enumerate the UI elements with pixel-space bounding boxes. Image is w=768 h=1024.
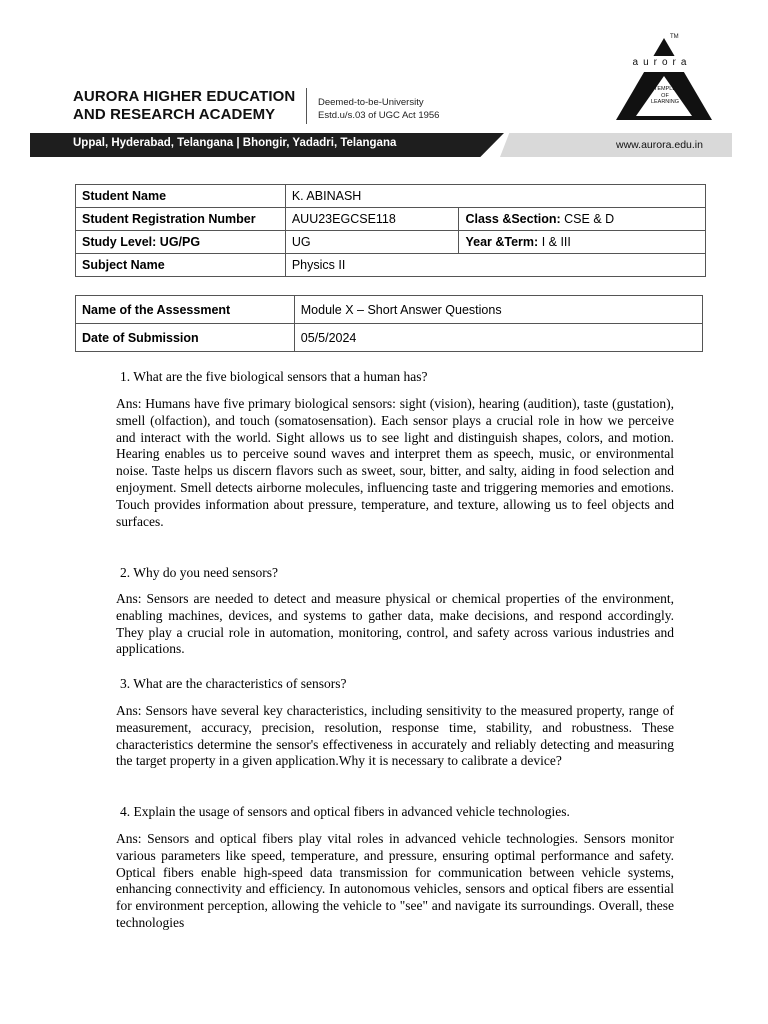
registration-number-value: AUU23EGCSE118 (285, 208, 459, 231)
answer-2: Ans: Sensors are needed to detect and measure physical or chemical properties of the environment, enabling machines, devices, and systems to gather data, make decisions, and respond accordingly. They play a crucial role in automation, monitoring, control, and safety across various industries and applications. (116, 591, 674, 657)
question-2: 2. Why do you need sensors? (120, 565, 278, 580)
logo-trademark: TM (670, 34, 679, 40)
logo-wordmark: aurora (632, 57, 692, 68)
website-link[interactable]: www.aurora.edu.in (616, 139, 703, 151)
assessment-info-table (75, 295, 703, 352)
student-name-value: K. ABINASH (285, 185, 705, 208)
answer-4: Ans: Sensors and optical fibers play vital roles in advanced vehicle technologies. Sensors monitor various parameters like speed, temperature, and pressure, ensuring optimal performance and safety. Optical fibers enable high-speed data transmission for communication between vehicle systems, enhancing connectivity and efficiency. In autonomous vehicles, sensors and optical fibers are essential for environment perception, allowing the vehicle to "see" and navigate its surroundings. Overall, these technologies (116, 831, 674, 930)
class-section-label: Class &Section: (465, 212, 561, 226)
logo-tagline (645, 86, 685, 106)
institution-status-line2: Estd.u/s.03 of UGC Act 1956 (318, 110, 440, 121)
table-row (76, 185, 706, 208)
subject-name-value: Physics II (285, 254, 705, 277)
assessment-name-label: Name of the Assessment (76, 296, 295, 324)
logo-tagline-line2: OF (661, 92, 669, 99)
question-3: 3. What are the characteristics of sensors? (120, 676, 347, 691)
assessment-name-value: Module X – Short Answer Questions (294, 296, 702, 324)
table-row (76, 324, 703, 352)
answer-3: Ans: Sensors have several key characteristics, including sensitivity to the measured property, range of measurement, accuracy, precision, resolution, response time, stability, and robustness. These characteristics determine the sensor's effectiveness in accurately and reliably detecting and measuring the target property in a given application.Why it is necessary to calibrate a device? (116, 703, 674, 769)
class-section-cell (459, 208, 706, 231)
study-level-label: Study Level: UG/PG (76, 231, 286, 254)
question-4: 4. Explain the usage of sensors and optical fibers in advanced vehicle technologies. (120, 804, 570, 819)
institution-status-line1: Deemed-to-be-University (318, 97, 424, 108)
year-term-value: I & III (541, 235, 571, 249)
logo-tagline-line1: TEMPLE (653, 86, 676, 92)
year-term-cell (459, 231, 706, 254)
table-row (76, 208, 706, 231)
submission-date-value: 05/5/2024 (294, 324, 702, 352)
student-info-table (75, 184, 706, 277)
institution-status (318, 96, 439, 122)
answer-1: Ans: Humans have five primary biological sensors: sight (vision), hearing (audition), taste (gustation), smell (olfaction), and touch (somatosensation). Each sensor plays a crucial role in how we perceive and interact with the world. Sight allows us to see light and distinguish shapes, colors, and motion. Hearing enables us to perceive sound waves and interpret them as speech, music, or environmental noise. Taste helps us discern flavors such as sweet, sour, bitter, and salty, aiding in food selection and enjoyment. Smell detects airborne molecules, influencing taste and triggering memories and emotions. Touch provides information about pressure, temperature, and texture, allowing us to feel objects and surfaces. (116, 396, 674, 529)
year-term-label: Year &Term: (465, 235, 539, 249)
study-level-value: UG (285, 231, 459, 254)
aurora-logo-icon (614, 36, 714, 122)
student-name-label: Student Name (76, 185, 286, 208)
registration-number-label: Student Registration Number (76, 208, 286, 231)
location-text: Uppal, Hyderabad, Telangana | Bhongir, Yadadri, Telangana (73, 137, 397, 149)
institution-name (73, 88, 295, 124)
table-row (76, 254, 706, 277)
header-divider (306, 88, 307, 124)
institution-name-line2: AND RESEARCH ACADEMY (73, 106, 276, 123)
submission-date-label: Date of Submission (76, 324, 295, 352)
logo-tagline-line3: LEARNING (650, 99, 680, 105)
class-section-value: CSE & D (564, 212, 615, 226)
institution-name-line1: AURORA HIGHER EDUCATION (73, 88, 296, 105)
table-row (76, 231, 706, 254)
question-1: 1. What are the five biological sensors that a human has? (120, 369, 428, 384)
subject-name-label: Subject Name (76, 254, 286, 277)
table-row (76, 296, 703, 324)
